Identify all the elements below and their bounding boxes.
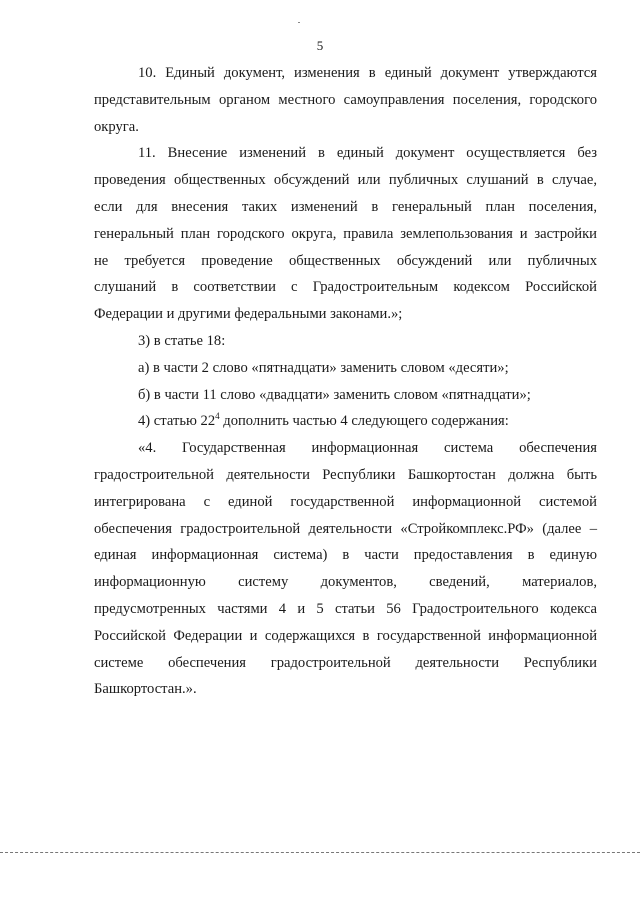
text-line: генеральный план городского округа, правила землепользования и застройки xyxy=(94,225,597,242)
text-line: единая информационная система) в части предоставления в единую xyxy=(94,547,597,564)
text-line: не требуется проведение общественных обсуждений или публичных xyxy=(94,252,597,269)
item-3: 3) в статье 18: xyxy=(138,332,226,349)
document-body xyxy=(94,60,597,703)
text-line: 11. Внесение изменений в единый документ осуществляется без xyxy=(138,145,597,162)
text-line: Башкортостан.». xyxy=(94,681,197,698)
text-line: градостроительной деятельности Республики Башкортостан должна быть xyxy=(94,466,597,483)
item-3a: а) в части 2 слово «пятнадцати» заменить словом «десяти»; xyxy=(138,359,509,376)
text-line: проведения общественных обсуждений или публичных слушаний в случае, xyxy=(94,172,597,189)
part-4-text xyxy=(94,435,597,703)
text-line: Российской Федерации и содержащихся в государственной информационной xyxy=(94,627,597,644)
scan-mark xyxy=(298,22,300,23)
item-4-text: 4) статью 22 xyxy=(138,413,216,430)
text-line: представительным органом местного самоуправления поселения, городского xyxy=(94,91,597,108)
paragraph-11 xyxy=(94,140,597,328)
item-4-superscript: 4 xyxy=(215,410,220,421)
text-line: обеспечения градостроительной деятельности «Стройкомплекс.РФ» (далее – xyxy=(94,520,597,537)
text-line: интегрирована с единой государственной информационной системой xyxy=(94,493,597,510)
text-line: 10. Единый документ, изменения в единый документ утверждаются xyxy=(138,65,597,81)
text-line: округа. xyxy=(94,118,139,135)
text-line: слушаний в соответствии с Градостроительным кодексом Российской xyxy=(94,279,597,296)
text-line: информационную систему документов, сведений, материалов, xyxy=(94,574,597,591)
item-3b: б) в части 11 слово «двадцати» заменить словом «пятнадцати»; xyxy=(138,386,531,403)
item-4 xyxy=(94,408,597,435)
page-number: 5 xyxy=(316,38,324,53)
text-line: «4. Государственная информационная система обеспечения xyxy=(138,440,597,457)
text-line: системе обеспечения градостроительной деятельности Республики xyxy=(94,654,597,671)
text-line: предусмотренных частями 4 и 5 статьи 56 Градостроительного кодекса xyxy=(94,600,597,617)
text-line: если для внесения таких изменений в генеральный план поселения, xyxy=(94,198,597,215)
text-line: Федерации и другими федеральными законами.»; xyxy=(94,306,403,323)
page-bottom-divider xyxy=(0,852,640,853)
paragraph-10 xyxy=(94,60,597,140)
item-4-text-rest: дополнить частью 4 следующего содержания: xyxy=(219,413,509,430)
